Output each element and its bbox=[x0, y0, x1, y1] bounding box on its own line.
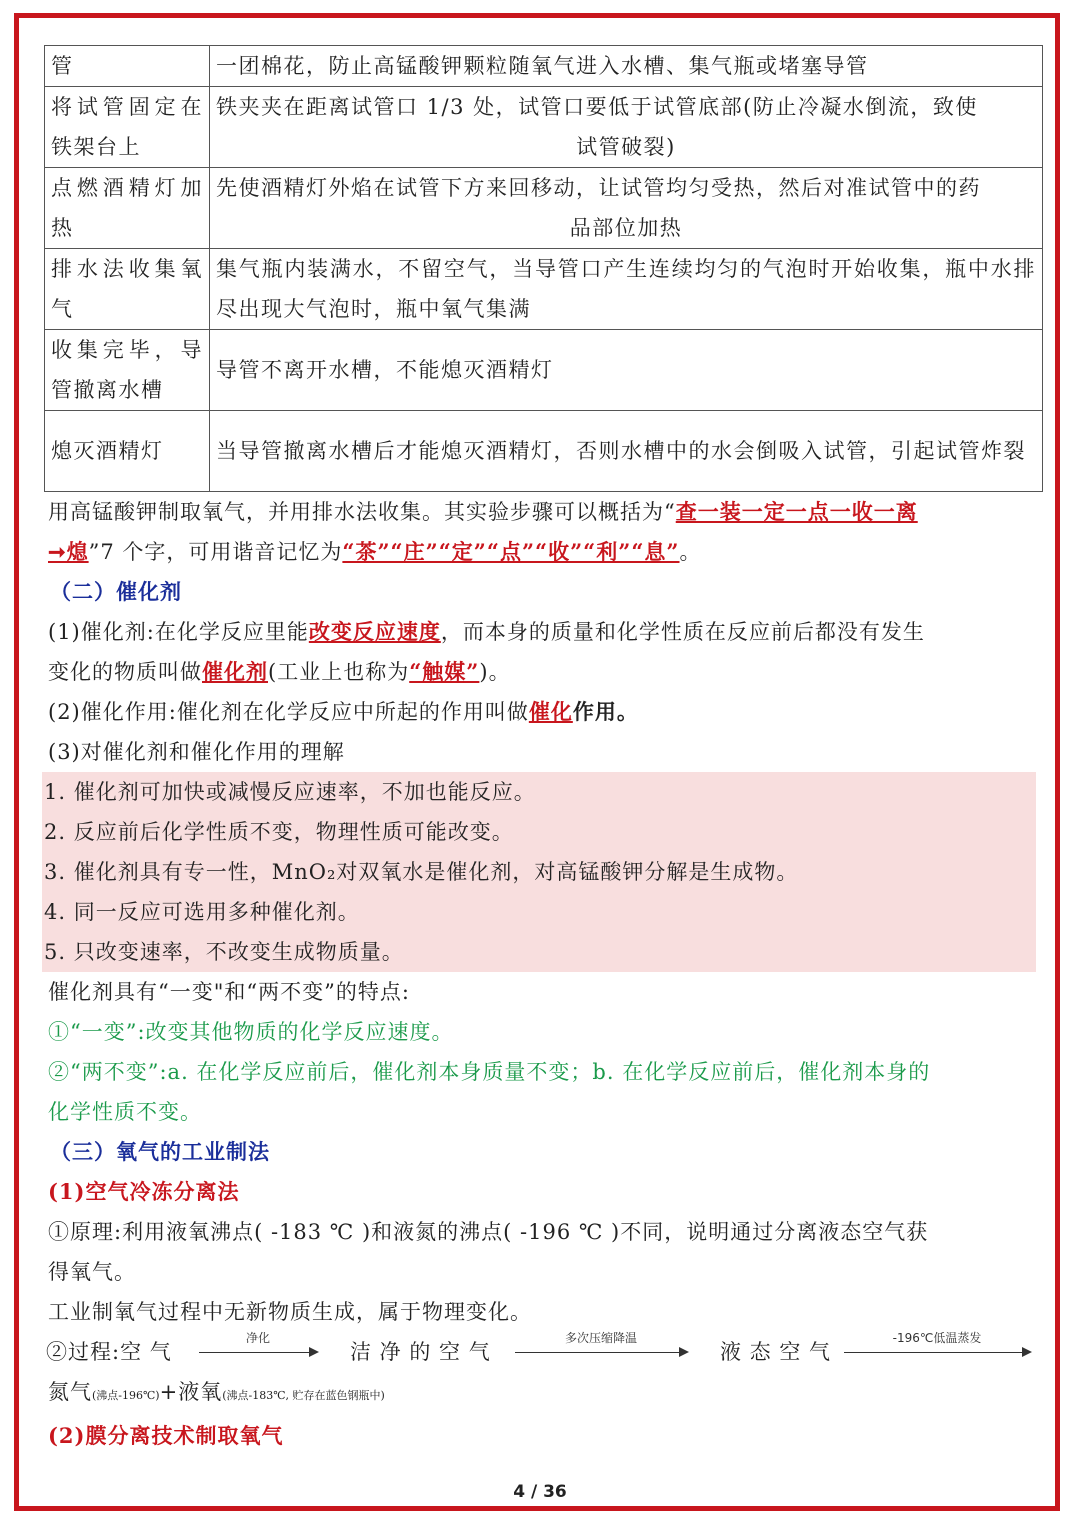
arrow-label: 多次压缩降温 bbox=[564, 1331, 637, 1345]
step-cell: 熄灭酒精灯 bbox=[45, 411, 210, 492]
text: ②“两不变”:a. 在化学反应前后，催化剂本身质量不变；b. 在化学反应前后，催化剂本身的 bbox=[48, 1060, 931, 1084]
text: ①原理:利用液氧沸点( -183 ℃ )和液氮的沸点( -196 ℃ )不同，说明通过分离液态空气获 bbox=[48, 1220, 929, 1244]
section-heading-industrial: （三）氧气的工业制法 bbox=[50, 1139, 270, 1164]
arrow-label: -196℃低温蒸发 bbox=[892, 1331, 982, 1345]
table-row bbox=[45, 411, 1043, 492]
text: +液氧 bbox=[159, 1380, 223, 1404]
summary-paragraph bbox=[44, 492, 1040, 572]
experiment-steps-table bbox=[44, 45, 1043, 492]
process-label: ②过程:空 气 bbox=[46, 1340, 172, 1364]
feature-two-unchanged bbox=[44, 1052, 1040, 1132]
list-item: 5. 只改变速率，不改变生成物质量。 bbox=[44, 940, 404, 964]
subheading-air-separation: (1)空气冷冻分离法 bbox=[48, 1179, 240, 1204]
table-row bbox=[45, 46, 1043, 87]
text: 变化的物质叫做 bbox=[48, 660, 202, 684]
list-item: 1. 催化剂可加快或减慢反应速率，不加也能反应。 bbox=[44, 780, 536, 804]
catalyst-definition bbox=[44, 612, 1040, 692]
key-points-box bbox=[42, 772, 1036, 972]
understanding-heading: (3)对催化剂和催化作用的理解 bbox=[48, 740, 345, 764]
detail-cell: 一团棉花，防止高锰酸钾颗粒随氧气进入水槽、集气瓶或堵塞导管 bbox=[210, 46, 1043, 87]
step-cell: 点燃酒精灯加热 bbox=[45, 168, 210, 249]
list-item: 4. 同一反应可选用多种催化剂。 bbox=[44, 900, 360, 924]
physical-change-note: 工业制氧气过程中无新物质生成，属于物理变化。 bbox=[48, 1300, 532, 1324]
step-cell: 将试管固定在铁架台上 bbox=[45, 87, 210, 168]
detail-line: 铁夹夹在距离试管口 1/3 处，试管口要低于试管底部(防止冷凝水倒流，致使 bbox=[216, 95, 978, 119]
arrow-icon bbox=[199, 1331, 317, 1353]
arrow-icon bbox=[515, 1331, 687, 1353]
step-cell: 收集完毕，导管撤离水槽 bbox=[45, 330, 210, 411]
feature-text: 催化剂具有“一变"和“两不变”的特点: bbox=[48, 980, 410, 1004]
steps-highlight: 查一装一定一点一收一离 bbox=[675, 499, 918, 524]
detail-cell: 当导管撤离水槽后才能熄灭酒精灯，否则水槽中的水会倒吸入试管，引起试管炸裂 bbox=[210, 411, 1043, 492]
list-item: 3. 催化剂具有专一性，MnO₂对双氧水是催化剂，对高锰酸钾分解是生成物。 bbox=[44, 860, 799, 884]
step-cell: 管 bbox=[45, 46, 210, 87]
mnemonic-highlight: “茶”“庄”“定”“点”“收”“利”“息” bbox=[342, 539, 680, 564]
clean-air-label: 洁 净 的 空 气 bbox=[350, 1340, 491, 1364]
principle-text bbox=[44, 1212, 1040, 1292]
text: 氮气 bbox=[48, 1380, 92, 1404]
steps-highlight-end: ➞熄 bbox=[48, 539, 89, 564]
table-row bbox=[45, 249, 1043, 330]
summary-text: ”7 个字，可用谐音记忆为 bbox=[88, 540, 343, 564]
detail-cell: 导管不离开水槽，不能熄灭酒精灯 bbox=[210, 330, 1043, 411]
page-number: 4 / 36 bbox=[513, 1482, 567, 1502]
section-heading-catalyst: （二）催化剂 bbox=[50, 579, 182, 604]
detail-cell bbox=[210, 168, 1043, 249]
step-cell: 排水法收集氧气 bbox=[45, 249, 210, 330]
text: )。 bbox=[479, 660, 511, 684]
summary-text: 。 bbox=[679, 540, 702, 564]
text: (工业上也称为 bbox=[268, 660, 410, 684]
table-row bbox=[45, 87, 1043, 168]
detail-line-2: 试管破裂) bbox=[576, 135, 676, 159]
text: 作用。 bbox=[572, 699, 639, 724]
highlight: “触媒” bbox=[409, 659, 480, 684]
detail-line-2: 品部位加热 bbox=[569, 216, 683, 240]
text: (2)催化作用:催化剂在化学反应中所起的作用叫做 bbox=[48, 700, 529, 724]
text: 得氧气。 bbox=[48, 1260, 136, 1284]
highlight: 催化剂 bbox=[202, 659, 268, 684]
summary-text: 用高锰酸钾制取氧气，并用排水法收集。其实验步骤可以概括为“ bbox=[48, 500, 676, 524]
table-row bbox=[45, 168, 1043, 249]
detail-cell bbox=[210, 87, 1043, 168]
table-row bbox=[45, 330, 1043, 411]
small-note: (沸点-183℃, 贮存在蓝色钢瓶中) bbox=[222, 1389, 385, 1402]
catalysis-definition bbox=[44, 692, 1040, 732]
text: ，而本身的质量和化学性质在反应前后都没有发生 bbox=[440, 620, 925, 644]
process-flow bbox=[44, 1332, 1040, 1372]
arrow-icon bbox=[844, 1331, 1030, 1353]
text: 化学性质不变。 bbox=[48, 1100, 202, 1124]
small-note: (沸点-196℃) bbox=[92, 1389, 160, 1402]
detail-line: 先使酒精灯外焰在试管下方来回移动，让试管均匀受热，然后对准试管中的药 bbox=[216, 176, 981, 200]
arrow-label: 净化 bbox=[245, 1331, 270, 1345]
subheading-membrane: (2)膜分离技术制取氧气 bbox=[48, 1423, 284, 1448]
detail-cell: 集气瓶内装满水，不留空气，当导管口产生连续均匀的气泡时开始收集，瓶中水排尽出现大气泡时，瓶中氧气集满 bbox=[210, 249, 1043, 330]
list-item: 2. 反应前后化学性质不变，物理性质可能改变。 bbox=[44, 820, 514, 844]
process-result bbox=[44, 1372, 1040, 1416]
liquid-air-label: 液 态 空 气 bbox=[720, 1340, 832, 1364]
feature-one-change: ①“一变”:改变其他物质的化学反应速度。 bbox=[48, 1020, 454, 1044]
highlight: 改变反应速度 bbox=[308, 619, 441, 644]
page-content bbox=[44, 45, 1040, 1456]
text: (1)催化剂:在化学反应里能 bbox=[48, 620, 309, 644]
highlight: 催化 bbox=[528, 699, 573, 724]
